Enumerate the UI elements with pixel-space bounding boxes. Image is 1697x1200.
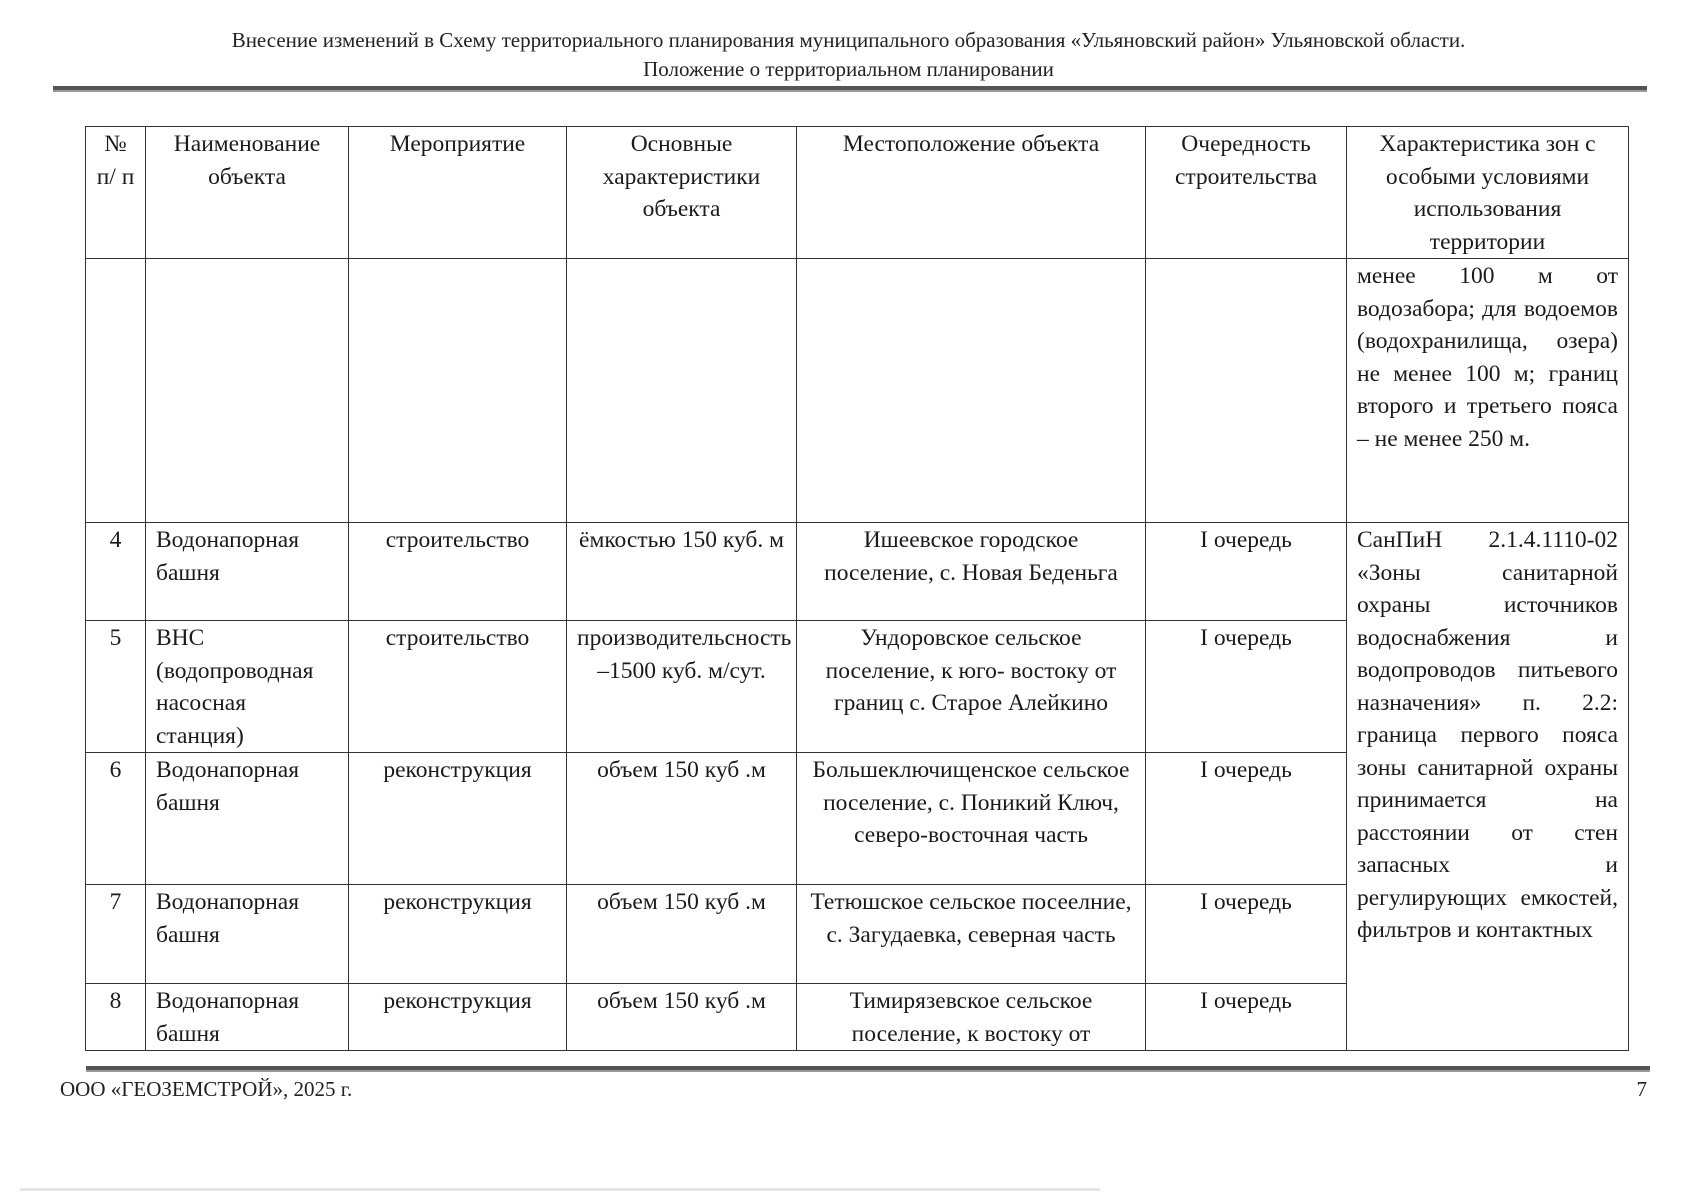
object-name: Водонапорная башня <box>146 753 349 885</box>
objects-table <box>85 126 1629 1051</box>
column-header-specs: Основные характеристики объекта <box>567 127 797 259</box>
table-cell <box>567 259 797 523</box>
row-number: 5 <box>86 621 146 753</box>
document-header <box>60 26 1637 84</box>
object-stage: I очередь <box>1146 753 1347 885</box>
object-name: ВНС (водопроводная насосная станция) <box>146 621 349 753</box>
table-header-row <box>86 127 1629 259</box>
object-specs: объем 150 куб .м <box>567 753 797 885</box>
row-number: 7 <box>86 885 146 984</box>
object-stage: I очередь <box>1146 984 1347 1051</box>
table-cell <box>86 259 146 523</box>
column-header-number: № п/ п <box>86 127 146 259</box>
header-title-line1: Внесение изменений в Схему территориального планирования муниципального образования «Ульяновский район» Ульяновской области. <box>231 28 1466 52</box>
object-name: Водонапорная башня <box>146 523 349 621</box>
table-cell <box>1146 259 1347 523</box>
object-stage: I очередь <box>1146 621 1347 753</box>
column-header-stage: Очередность строительства <box>1146 127 1347 259</box>
object-specs: производительсность –1500 куб. м/сут. <box>567 621 797 753</box>
object-name: Водонапорная башня <box>146 885 349 984</box>
object-specs: ёмкостью 150 куб. м <box>567 523 797 621</box>
table-cell <box>797 259 1146 523</box>
header-title-line2: Положение о территориальном планировании <box>643 57 1054 81</box>
object-stage: I очередь <box>1146 885 1347 984</box>
object-action: строительство <box>349 621 567 753</box>
object-action: реконструкция <box>349 885 567 984</box>
table-cell <box>349 259 567 523</box>
object-location: Ишеевское городское поселение, с. Новая Беденьга <box>797 523 1146 621</box>
table-row-continuation <box>86 259 1629 523</box>
table-cell <box>146 259 349 523</box>
object-stage: I очередь <box>1146 523 1347 621</box>
object-action: реконструкция <box>349 984 567 1051</box>
object-specs: объем 150 куб .м <box>567 885 797 984</box>
column-header-action: Мероприятие <box>349 127 567 259</box>
object-action: реконструкция <box>349 753 567 885</box>
scan-artifact-line <box>20 1188 1100 1191</box>
object-name: Водонапорная башня <box>146 984 349 1051</box>
row-number: 8 <box>86 984 146 1051</box>
object-location: Ундоровское сельское поселение, к юго- востоку от границ с. Старое Алейкино <box>797 621 1146 753</box>
object-action: строительство <box>349 523 567 621</box>
zone-continuation-text: менее 100 м от водозабора; для водоемов (водохранилища, озера) не менее 100 м; границ второго и третьего пояса – не менее 250 м. <box>1347 259 1629 523</box>
object-location: Тимирязевское сельское поселение, к востоку от <box>797 984 1146 1051</box>
column-header-zones: Характеристика зон с особыми условиями использования территории <box>1347 127 1629 259</box>
object-location: Тетюшское сельское посеелние, с. Загудаевка, северная часть <box>797 885 1146 984</box>
footer-divider <box>86 1066 1650 1072</box>
object-specs: объем 150 куб .м <box>567 984 797 1051</box>
table-row <box>86 523 1629 621</box>
object-location: Большеключищенское сельское поселение, с. Поникий Ключ, северо-восточная часть <box>797 753 1146 885</box>
row-number: 6 <box>86 753 146 885</box>
footer-company: ООО «ГЕОЗЕМСТРОЙ», 2025 г. <box>60 1077 353 1101</box>
zone-characteristics: СанПиН 2.1.4.1110-02 «Зоны санитарной охраны источников водоснабжения и водопроводов питьевого назначения» п. 2.2: граница первого пояса зоны санитарной охраны принимается на расстоянии от стен запасных и регулирующих емкостей, фильтров и контактных <box>1347 523 1629 1051</box>
page-number: 7 <box>1636 1077 1647 1101</box>
row-number: 4 <box>86 523 146 621</box>
column-header-name: Наименование объекта <box>146 127 349 259</box>
column-header-location: Местоположение объекта <box>797 127 1146 259</box>
header-divider <box>53 86 1647 92</box>
